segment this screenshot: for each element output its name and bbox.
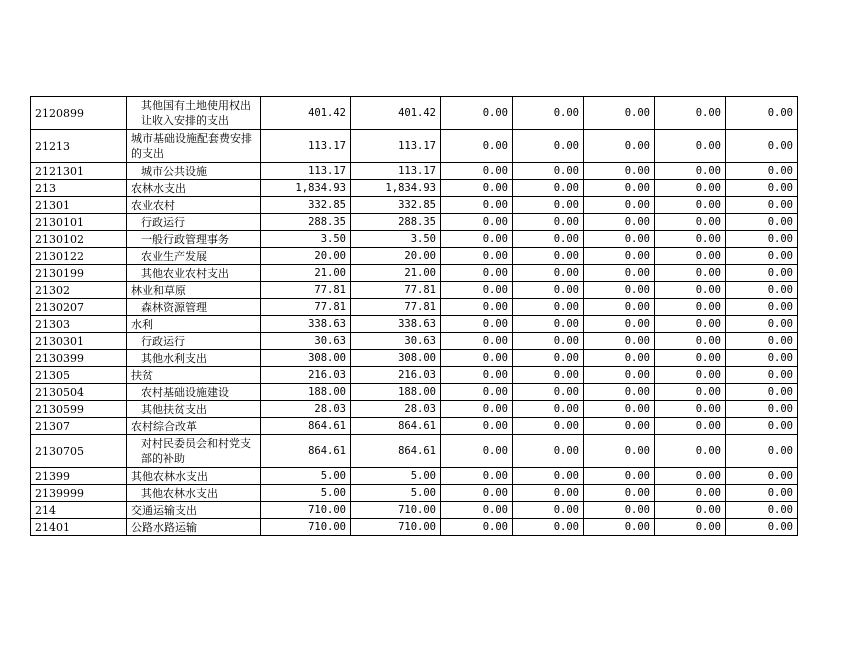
cell-code: 2130199 — [31, 265, 127, 282]
cell-value: 0.00 — [513, 468, 584, 485]
cell-value: 0.00 — [441, 248, 513, 265]
cell-value: 0.00 — [441, 130, 513, 163]
cell-value: 0.00 — [726, 485, 798, 502]
cell-value: 338.63 — [351, 316, 441, 333]
cell-code: 2130207 — [31, 299, 127, 316]
cell-value: 0.00 — [441, 180, 513, 197]
cell-value: 0.00 — [441, 316, 513, 333]
cell-value: 0.00 — [726, 282, 798, 299]
cell-value: 0.00 — [584, 282, 655, 299]
cell-code: 2130599 — [31, 401, 127, 418]
cell-value: 0.00 — [584, 435, 655, 468]
cell-value: 21.00 — [261, 265, 351, 282]
cell-value: 864.61 — [261, 418, 351, 435]
table-row — [31, 197, 798, 214]
cell-value: 0.00 — [441, 384, 513, 401]
cell-value: 0.00 — [655, 468, 726, 485]
cell-name: 其他农林水支出 — [127, 485, 261, 502]
table-row — [31, 401, 798, 418]
cell-value: 0.00 — [655, 231, 726, 248]
cell-name: 行政运行 — [127, 333, 261, 350]
cell-name: 其他国有土地使用权出让收入安排的支出 — [127, 97, 261, 130]
cell-name: 其他农业农村支出 — [127, 265, 261, 282]
cell-value: 0.00 — [441, 401, 513, 418]
table-row — [31, 163, 798, 180]
cell-code: 21213 — [31, 130, 127, 163]
cell-value: 5.00 — [261, 485, 351, 502]
cell-value: 864.61 — [261, 435, 351, 468]
cell-name: 其他水利支出 — [127, 350, 261, 367]
cell-value: 0.00 — [584, 502, 655, 519]
cell-value: 0.00 — [655, 435, 726, 468]
cell-value: 113.17 — [261, 163, 351, 180]
table-row — [31, 333, 798, 350]
cell-value: 0.00 — [726, 130, 798, 163]
cell-value: 0.00 — [726, 214, 798, 231]
cell-value: 0.00 — [726, 163, 798, 180]
cell-value: 0.00 — [513, 248, 584, 265]
cell-value: 216.03 — [351, 367, 441, 384]
cell-value: 0.00 — [726, 197, 798, 214]
cell-value: 308.00 — [351, 350, 441, 367]
cell-value: 0.00 — [726, 384, 798, 401]
table-row — [31, 299, 798, 316]
table-row — [31, 282, 798, 299]
cell-value: 188.00 — [261, 384, 351, 401]
cell-value: 288.35 — [351, 214, 441, 231]
cell-code: 21307 — [31, 418, 127, 435]
cell-value: 0.00 — [726, 519, 798, 536]
cell-value: 0.00 — [441, 468, 513, 485]
cell-value: 0.00 — [584, 316, 655, 333]
cell-name: 农村基础设施建设 — [127, 384, 261, 401]
cell-value: 0.00 — [584, 248, 655, 265]
cell-value: 188.00 — [351, 384, 441, 401]
cell-value: 5.00 — [261, 468, 351, 485]
cell-value: 0.00 — [726, 350, 798, 367]
table-row — [31, 180, 798, 197]
cell-value: 0.00 — [726, 435, 798, 468]
cell-value: 0.00 — [441, 265, 513, 282]
cell-code: 2130301 — [31, 333, 127, 350]
cell-value: 0.00 — [655, 367, 726, 384]
cell-value: 0.00 — [513, 299, 584, 316]
cell-name: 林业和草原 — [127, 282, 261, 299]
table-row — [31, 502, 798, 519]
cell-value: 0.00 — [441, 231, 513, 248]
cell-value: 864.61 — [351, 435, 441, 468]
cell-value: 0.00 — [513, 231, 584, 248]
cell-name: 扶贫 — [127, 367, 261, 384]
cell-value: 0.00 — [584, 367, 655, 384]
table-row — [31, 468, 798, 485]
cell-value: 0.00 — [441, 299, 513, 316]
cell-value: 0.00 — [726, 333, 798, 350]
cell-value: 113.17 — [351, 130, 441, 163]
cell-value: 0.00 — [584, 333, 655, 350]
cell-value: 0.00 — [584, 231, 655, 248]
cell-value: 0.00 — [726, 367, 798, 384]
cell-value: 0.00 — [726, 401, 798, 418]
cell-code: 2130122 — [31, 248, 127, 265]
cell-value: 288.35 — [261, 214, 351, 231]
cell-value: 0.00 — [441, 197, 513, 214]
cell-value: 3.50 — [261, 231, 351, 248]
cell-code: 21301 — [31, 197, 127, 214]
cell-value: 0.00 — [513, 333, 584, 350]
cell-value: 332.85 — [261, 197, 351, 214]
cell-value: 0.00 — [655, 180, 726, 197]
cell-value: 710.00 — [261, 519, 351, 536]
cell-value: 5.00 — [351, 485, 441, 502]
table-row — [31, 214, 798, 231]
cell-code: 2130101 — [31, 214, 127, 231]
cell-value: 0.00 — [655, 384, 726, 401]
cell-value: 710.00 — [261, 502, 351, 519]
cell-name: 森林资源管理 — [127, 299, 261, 316]
cell-value: 77.81 — [351, 282, 441, 299]
cell-value: 0.00 — [513, 435, 584, 468]
cell-value: 0.00 — [584, 214, 655, 231]
cell-value: 308.00 — [261, 350, 351, 367]
cell-code: 2139999 — [31, 485, 127, 502]
cell-value: 0.00 — [584, 163, 655, 180]
cell-value: 0.00 — [726, 97, 798, 130]
cell-value: 332.85 — [351, 197, 441, 214]
cell-value: 0.00 — [655, 519, 726, 536]
cell-code: 2130705 — [31, 435, 127, 468]
cell-value: 1,834.93 — [261, 180, 351, 197]
cell-name: 农村综合改革 — [127, 418, 261, 435]
table-row — [31, 265, 798, 282]
cell-value: 0.00 — [441, 214, 513, 231]
table-row — [31, 384, 798, 401]
cell-value: 401.42 — [351, 97, 441, 130]
table-row — [31, 97, 798, 130]
cell-value: 0.00 — [655, 97, 726, 130]
cell-value: 0.00 — [584, 299, 655, 316]
table-row — [31, 485, 798, 502]
table-body — [31, 97, 798, 536]
cell-name: 行政运行 — [127, 214, 261, 231]
cell-value: 113.17 — [261, 130, 351, 163]
cell-value: 0.00 — [584, 97, 655, 130]
cell-code: 21305 — [31, 367, 127, 384]
cell-value: 0.00 — [726, 502, 798, 519]
cell-value: 0.00 — [441, 350, 513, 367]
cell-value: 0.00 — [513, 418, 584, 435]
cell-value: 0.00 — [441, 367, 513, 384]
cell-code: 21303 — [31, 316, 127, 333]
cell-name: 交通运输支出 — [127, 502, 261, 519]
cell-name: 农业生产发展 — [127, 248, 261, 265]
cell-code: 213 — [31, 180, 127, 197]
cell-code: 2120899 — [31, 97, 127, 130]
cell-code: 21302 — [31, 282, 127, 299]
cell-value: 0.00 — [655, 350, 726, 367]
cell-value: 0.00 — [513, 316, 584, 333]
cell-value: 0.00 — [513, 502, 584, 519]
cell-value: 0.00 — [584, 384, 655, 401]
table-row — [31, 519, 798, 536]
cell-value: 0.00 — [584, 265, 655, 282]
cell-value: 113.17 — [351, 163, 441, 180]
cell-value: 0.00 — [441, 333, 513, 350]
table-row — [31, 130, 798, 163]
cell-value: 0.00 — [584, 130, 655, 163]
cell-name: 其他农林水支出 — [127, 468, 261, 485]
cell-value: 864.61 — [351, 418, 441, 435]
cell-code: 21399 — [31, 468, 127, 485]
cell-value: 0.00 — [513, 214, 584, 231]
cell-name: 公路水路运输 — [127, 519, 261, 536]
cell-value: 30.63 — [351, 333, 441, 350]
table-row — [31, 418, 798, 435]
cell-value: 0.00 — [655, 333, 726, 350]
cell-name: 水利 — [127, 316, 261, 333]
table-row — [31, 367, 798, 384]
cell-value: 1,834.93 — [351, 180, 441, 197]
table-row — [31, 350, 798, 367]
cell-value: 0.00 — [513, 265, 584, 282]
cell-value: 0.00 — [655, 248, 726, 265]
cell-value: 20.00 — [261, 248, 351, 265]
cell-value: 0.00 — [513, 163, 584, 180]
cell-value: 0.00 — [584, 401, 655, 418]
cell-value: 0.00 — [584, 180, 655, 197]
cell-value: 0.00 — [441, 485, 513, 502]
cell-value: 0.00 — [726, 468, 798, 485]
cell-code: 214 — [31, 502, 127, 519]
cell-value: 401.42 — [261, 97, 351, 130]
table-row — [31, 316, 798, 333]
cell-value: 0.00 — [513, 485, 584, 502]
cell-code: 2121301 — [31, 163, 127, 180]
cell-value: 0.00 — [441, 163, 513, 180]
cell-value: 0.00 — [655, 265, 726, 282]
cell-value: 28.03 — [261, 401, 351, 418]
cell-value: 0.00 — [584, 350, 655, 367]
cell-value: 0.00 — [584, 197, 655, 214]
cell-value: 710.00 — [351, 502, 441, 519]
cell-value: 0.00 — [513, 180, 584, 197]
cell-name: 农业农村 — [127, 197, 261, 214]
cell-value: 0.00 — [513, 350, 584, 367]
table-row — [31, 248, 798, 265]
cell-value: 710.00 — [351, 519, 441, 536]
cell-value: 0.00 — [513, 367, 584, 384]
cell-code: 2130399 — [31, 350, 127, 367]
cell-value: 0.00 — [441, 519, 513, 536]
cell-value: 0.00 — [513, 197, 584, 214]
cell-value: 0.00 — [655, 485, 726, 502]
cell-value: 0.00 — [655, 401, 726, 418]
cell-value: 5.00 — [351, 468, 441, 485]
cell-value: 0.00 — [513, 519, 584, 536]
cell-value: 0.00 — [513, 401, 584, 418]
cell-value: 30.63 — [261, 333, 351, 350]
cell-value: 0.00 — [655, 299, 726, 316]
cell-value: 216.03 — [261, 367, 351, 384]
cell-value: 0.00 — [726, 231, 798, 248]
cell-value: 338.63 — [261, 316, 351, 333]
cell-value: 0.00 — [584, 485, 655, 502]
cell-value: 0.00 — [441, 435, 513, 468]
cell-value: 0.00 — [726, 265, 798, 282]
cell-value: 0.00 — [726, 316, 798, 333]
cell-value: 0.00 — [513, 384, 584, 401]
cell-code: 21401 — [31, 519, 127, 536]
cell-value: 77.81 — [351, 299, 441, 316]
cell-value: 0.00 — [441, 282, 513, 299]
cell-value: 21.00 — [351, 265, 441, 282]
cell-value: 77.81 — [261, 282, 351, 299]
cell-value: 0.00 — [655, 214, 726, 231]
cell-value: 0.00 — [584, 519, 655, 536]
cell-value: 0.00 — [726, 248, 798, 265]
cell-value: 28.03 — [351, 401, 441, 418]
cell-value: 0.00 — [513, 282, 584, 299]
cell-value: 3.50 — [351, 231, 441, 248]
cell-value: 0.00 — [441, 97, 513, 130]
cell-value: 0.00 — [655, 197, 726, 214]
cell-name: 农林水支出 — [127, 180, 261, 197]
cell-value: 0.00 — [655, 163, 726, 180]
cell-value: 0.00 — [441, 418, 513, 435]
cell-value: 0.00 — [655, 418, 726, 435]
cell-name: 城市基础设施配套费安排的支出 — [127, 130, 261, 163]
cell-value: 0.00 — [513, 130, 584, 163]
cell-value: 0.00 — [726, 418, 798, 435]
cell-value: 0.00 — [584, 468, 655, 485]
cell-name: 对村民委员会和村党支部的补助 — [127, 435, 261, 468]
cell-name: 其他扶贫支出 — [127, 401, 261, 418]
budget-table — [30, 96, 798, 536]
cell-value: 0.00 — [726, 299, 798, 316]
cell-name: 城市公共设施 — [127, 163, 261, 180]
cell-value: 0.00 — [584, 418, 655, 435]
cell-value: 0.00 — [726, 180, 798, 197]
table-row — [31, 435, 798, 468]
cell-name: 一般行政管理事务 — [127, 231, 261, 248]
cell-value: 77.81 — [261, 299, 351, 316]
cell-value: 0.00 — [441, 502, 513, 519]
cell-value: 0.00 — [655, 282, 726, 299]
cell-code: 2130102 — [31, 231, 127, 248]
cell-value: 0.00 — [513, 97, 584, 130]
table-row — [31, 231, 798, 248]
cell-value: 0.00 — [655, 130, 726, 163]
cell-code: 2130504 — [31, 384, 127, 401]
cell-value: 0.00 — [655, 316, 726, 333]
cell-value: 20.00 — [351, 248, 441, 265]
cell-value: 0.00 — [655, 502, 726, 519]
